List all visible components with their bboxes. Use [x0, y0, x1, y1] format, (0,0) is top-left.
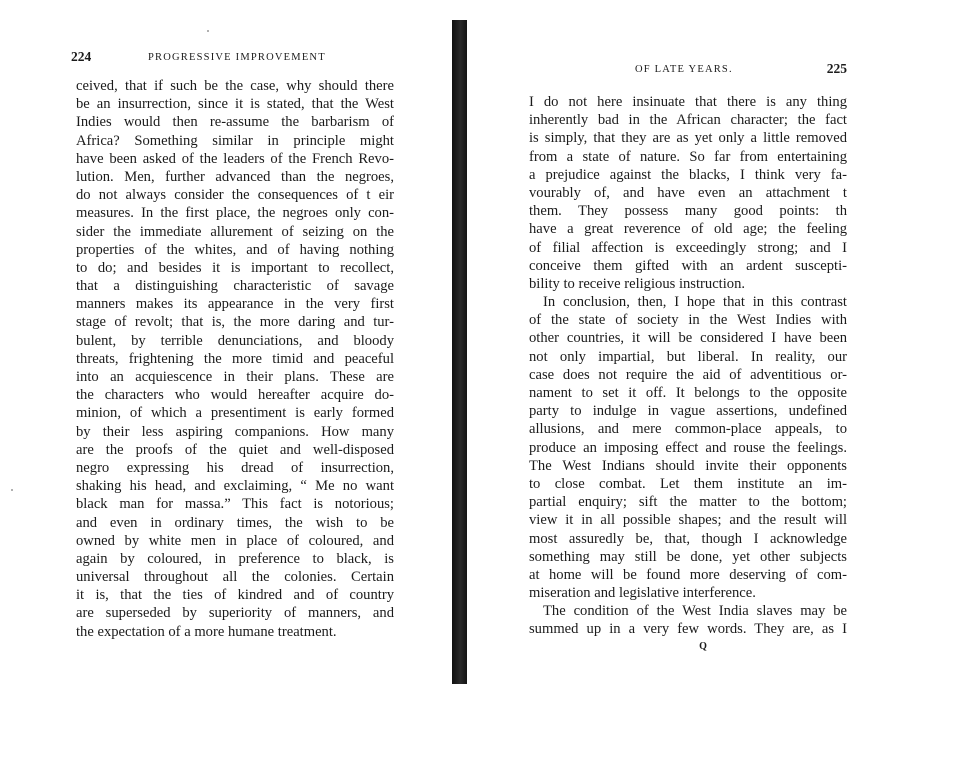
text-line: is simply, that they are as yet only a little removed	[529, 130, 847, 147]
text-line: The West Indians should invite their opponents	[529, 457, 847, 474]
text-line: ceived, that if such be the case, why should there	[76, 78, 394, 94]
page-number: 224	[71, 49, 92, 64]
running-head: PROGRESSIVE IMPROVEMENT	[148, 52, 326, 63]
text-line: something may still be done, yet other subjects	[529, 548, 847, 565]
text-line: The condition of the West India slaves may be	[543, 603, 847, 620]
text-line: stage of revolt; that is, the more daring and tur-	[76, 314, 394, 331]
left-page-body	[76, 77, 394, 641]
text-line: view it in all possible shapes; and the result will	[529, 512, 847, 529]
text-line: negro expressing his dread of insurrection,	[76, 459, 394, 476]
text-line: properties of the whites, and of having nothing	[76, 241, 394, 258]
text-line: universal throughout all the colonies. Certain	[76, 569, 394, 586]
text-line: nament to set it off. It belongs to the opposite	[529, 385, 847, 401]
right-page-body	[529, 93, 847, 639]
text-line: have been asked of the leaders of the French Revo-	[76, 150, 394, 167]
text-line: are the proofs of the quiet and well-disposed	[76, 441, 394, 458]
right-page	[529, 62, 847, 652]
text-line: party to indulge in vague assertions, undefined	[529, 403, 847, 420]
text-line: allusions, and mere common-place appeals, to	[529, 421, 847, 438]
text-line: manners makes its appearance in the very first	[76, 296, 394, 313]
text-line: by their less aspiring companions. How many	[76, 423, 394, 440]
scan-speck	[207, 30, 209, 32]
book-gutter	[452, 20, 467, 684]
text-line: to close combat. Let them institute an im-	[529, 475, 847, 492]
text-line: have a great reverence of old age; the feeling	[529, 221, 847, 238]
text-line: a prejudice against the blacks, I think very fa-	[529, 166, 847, 183]
text-line: partial enquiry; sift the matter to the bottom;	[529, 494, 847, 511]
left-page-header	[71, 49, 394, 72]
text-line: minion, of which a presentiment is early formed	[76, 405, 394, 422]
text-line: be an insurrection, since it is stated, that the West	[76, 96, 394, 113]
text-line: them. They possess many good points: th	[529, 203, 847, 220]
text-line: do not always consider the consequences of t eir	[76, 187, 394, 204]
text-line: black man for massa.” This fact is notorious;	[76, 496, 394, 513]
text-line: that a distinguishing characteristic of savage	[76, 278, 394, 295]
text-line: case does not require the aid of adventitious or-	[529, 366, 847, 383]
text-line: the characters who would hereafter acquire do-	[76, 387, 394, 404]
text-line: again by coloured, in preference to black, is	[76, 550, 394, 567]
text-line: are superseded by superiority of manners, and	[76, 605, 394, 622]
text-line: In conclusion, then, I hope that in this contrast	[543, 294, 847, 311]
text-line: conceive them gifted with an ardent suscepti-	[529, 257, 847, 274]
text-line: inherently bad in the African character; the fact	[529, 112, 847, 129]
scan-speck	[11, 489, 13, 491]
text-line: lution. Men, further advanced than the negroes,	[76, 168, 394, 185]
text-line: other countries, it will be considered I have been	[529, 330, 847, 347]
text-line: bulent, by terrible denunciations, and bloody	[76, 332, 394, 349]
text-line: produce an imposing effect and rouse the feelings.	[529, 439, 847, 456]
left-page	[71, 49, 394, 641]
text-line: not only impartial, but liberal. In reality, our	[529, 348, 847, 365]
text-line: miseration and legislative interference.	[529, 585, 756, 602]
text-line: measures. In the first place, the negroes only con-	[76, 205, 394, 222]
page-number: 225	[826, 61, 847, 76]
text-line: most assuredly be, that, though I acknowledge	[529, 530, 847, 547]
text-line: sider the immediate allurement of seizing on the	[76, 223, 394, 240]
text-line: bility to receive religious instruction.	[529, 275, 746, 292]
text-line: the expectation of a more humane treatment.	[76, 623, 337, 640]
text-line: shaking his head, and exclaiming, “ Me no want	[76, 478, 394, 495]
text-line: I do not here insinuate that there is any thing	[529, 94, 847, 110]
text-line: of filial affection is exceedingly strong; and I	[529, 239, 847, 256]
text-line: of the state of society in the West Indies with	[529, 312, 847, 329]
text-line: owned by white men in place of coloured, and	[76, 532, 394, 549]
text-line: Africa? Something similar in principle might	[76, 132, 394, 149]
text-line: summed up in a very few words. They are, as I	[529, 621, 847, 638]
text-line: threats, frightening the more timid and peaceful	[76, 350, 394, 367]
text-line: it is, that the ties of kindred and of country	[76, 587, 394, 604]
text-line: Indies would then re-assume the barbarism of	[76, 114, 394, 131]
text-line: to do; and besides it is important to recollect,	[76, 259, 394, 276]
text-line: from a state of nature. So far from entertaining	[529, 148, 847, 165]
text-line: at home will be found more deserving of com-	[529, 566, 847, 583]
text-line: and even in ordinary times, the wish to be	[76, 514, 394, 531]
text-line: into an acquiescence in their plans. These are	[76, 369, 394, 385]
running-head: OF LATE YEARS.	[635, 64, 733, 75]
text-line: vourably of, and have even an attachment t	[529, 184, 847, 201]
signature-mark: Q	[699, 640, 707, 652]
right-page-header	[529, 62, 847, 82]
